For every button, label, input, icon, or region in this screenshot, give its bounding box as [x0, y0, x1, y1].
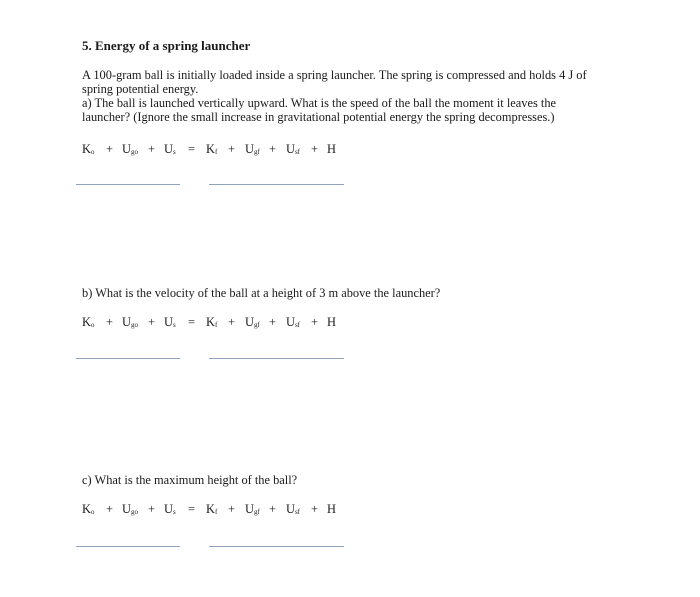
plus-sign: + — [228, 315, 235, 329]
plus-sign: + — [148, 142, 155, 156]
k-final: K — [206, 502, 215, 516]
us-final-sub: sf — [294, 321, 301, 329]
k-final-sub: f — [214, 508, 218, 516]
k-final-sub: f — [214, 148, 218, 156]
part-c-question: c) What is the maximum height of the ball? — [82, 473, 298, 487]
k-initial: K — [82, 142, 91, 156]
answer-blank-c-left[interactable] — [76, 546, 180, 547]
plus-sign: + — [106, 502, 113, 516]
plus-sign: + — [311, 315, 318, 329]
k-final-sub: f — [214, 321, 218, 329]
plus-sign: + — [106, 142, 113, 156]
problem-title: 5. Energy of a spring launcher — [82, 38, 251, 53]
ug-initial: U — [122, 142, 131, 156]
problem-intro — [82, 68, 612, 124]
us-final: U — [286, 502, 295, 516]
ug-initial-sub: go — [130, 321, 138, 329]
ug-final: U — [245, 315, 254, 329]
k-initial-sub: o — [90, 508, 95, 516]
heat-term: H — [327, 315, 336, 329]
us-initial-sub: s — [172, 148, 176, 156]
plus-sign: + — [269, 315, 276, 329]
ug-initial: U — [122, 502, 131, 516]
us-initial: U — [164, 142, 173, 156]
us-final-sub: sf — [294, 148, 301, 156]
ug-initial-sub: go — [130, 148, 138, 156]
plus-sign: + — [228, 502, 235, 516]
intro-line-2: spring potential energy. — [82, 82, 199, 96]
us-final: U — [286, 315, 295, 329]
answer-blank-c-right[interactable] — [209, 546, 344, 547]
answer-blank-a-left[interactable] — [76, 184, 180, 185]
plus-sign: + — [269, 502, 276, 516]
ug-final-sub: gf — [253, 148, 260, 156]
plus-sign: + — [148, 502, 155, 516]
ug-initial: U — [122, 315, 131, 329]
heat-term: H — [327, 502, 336, 516]
part-a-line-2: launcher? (Ignore the small increase in gravitational potential energy the spring decompresses.) — [82, 110, 555, 124]
plus-sign: + — [106, 315, 113, 329]
equals-sign: = — [188, 502, 195, 516]
plus-sign: + — [148, 315, 155, 329]
answer-blank-b-left[interactable] — [76, 358, 180, 359]
us-initial-sub: s — [172, 508, 176, 516]
ug-final: U — [245, 142, 254, 156]
us-final-sub: sf — [294, 508, 301, 516]
ug-final: U — [245, 502, 254, 516]
equals-sign: = — [188, 315, 195, 329]
part-a-line-1: a) The ball is launched vertically upward. What is the speed of the ball the moment it leaves the — [82, 96, 557, 110]
answer-blank-a-right[interactable] — [209, 184, 344, 185]
us-initial-sub: s — [172, 321, 176, 329]
k-initial-sub: o — [90, 321, 95, 329]
us-initial: U — [164, 315, 173, 329]
intro-line-1: A 100-gram ball is initially loaded inside a spring launcher. The spring is compressed and holds 4 J of — [82, 68, 587, 82]
answer-blank-b-right[interactable] — [209, 358, 344, 359]
heat-term: H — [327, 142, 336, 156]
ug-final-sub: gf — [253, 508, 260, 516]
ug-initial-sub: go — [130, 508, 138, 516]
plus-sign: + — [311, 142, 318, 156]
equals-sign: = — [188, 142, 195, 156]
k-initial: K — [82, 502, 91, 516]
plus-sign: + — [269, 142, 276, 156]
us-final: U — [286, 142, 295, 156]
k-initial: K — [82, 315, 91, 329]
plus-sign: + — [311, 502, 318, 516]
part-b-question: b) What is the velocity of the ball at a height of 3 m above the launcher? — [82, 286, 441, 300]
k-initial-sub: o — [90, 148, 95, 156]
us-initial: U — [164, 502, 173, 516]
k-final: K — [206, 315, 215, 329]
plus-sign: + — [228, 142, 235, 156]
ug-final-sub: gf — [253, 321, 260, 329]
k-final: K — [206, 142, 215, 156]
